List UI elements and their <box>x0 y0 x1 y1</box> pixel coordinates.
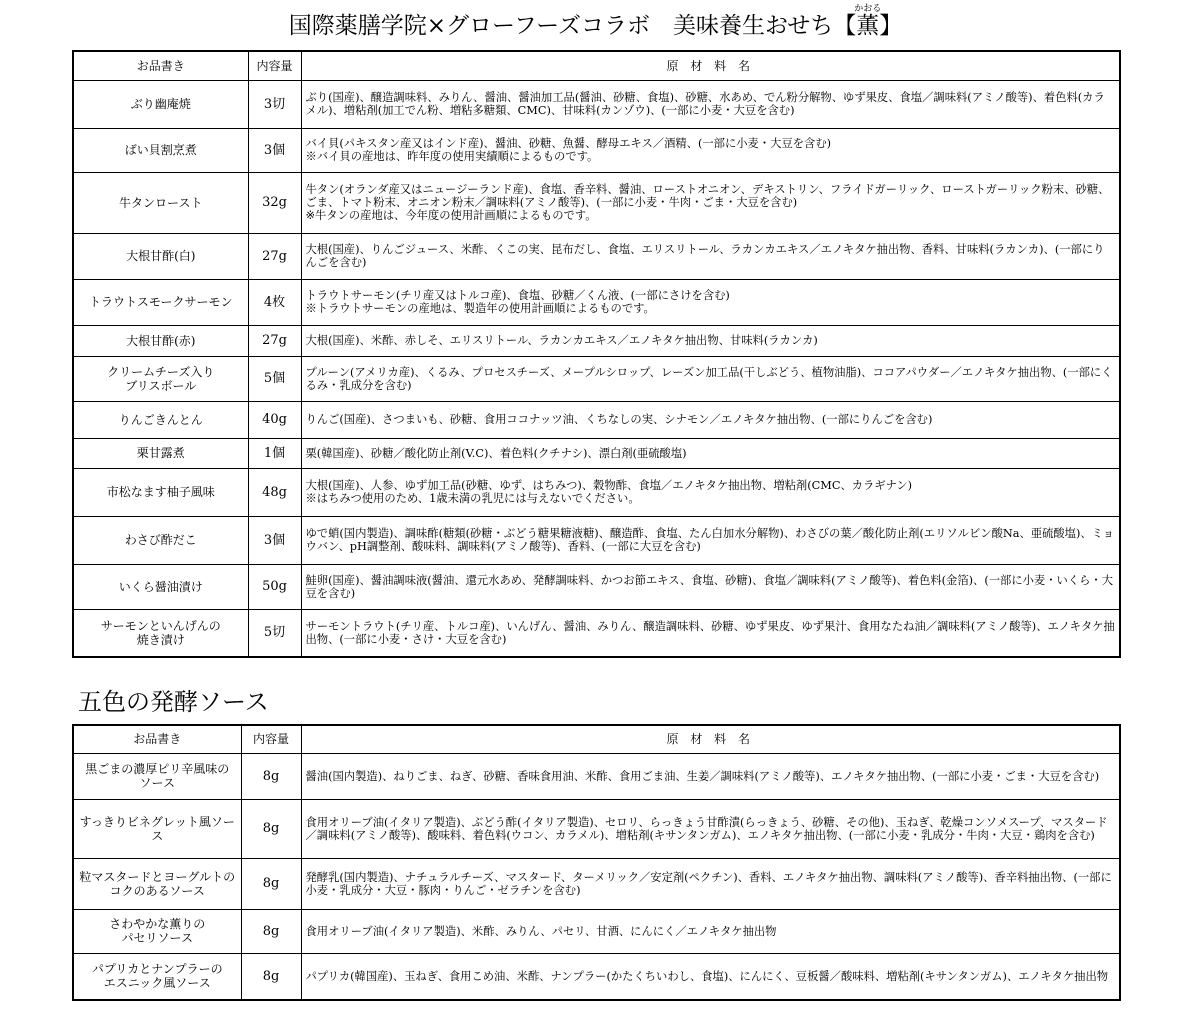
table-row <box>73 325 1120 356</box>
item-name-cell: 牛タンロースト <box>73 172 248 233</box>
title-text: 国際薬膳学院×グローフーズコラボ 美味養生おせち <box>288 13 834 39</box>
ingredients-cell: 牛タン(オランダ産又はニュージーランド産)、食塩、香辛料、醤油、ローストオニオン、デキストリン、フライドガーリック、ローストガーリック粉末、砂糖、ごま、トマト粉末、オニオン粉末／調味料(アミノ酸等)、(一部に小麦・牛肉・ごま・大豆を含む) ※牛タンの産地は、今年度の使用計画順によるものです。 <box>301 172 1120 233</box>
table-row <box>73 799 1120 858</box>
header-ingredients: 原 材 料 名 <box>301 51 1120 80</box>
quantity-cell: 8g <box>241 858 301 909</box>
item-name-cell: トラウトスモークサーモン <box>73 279 248 325</box>
page-title <box>0 4 1191 44</box>
item-name-cell: 黒ごまの濃厚ピリ辛風味の ソース <box>73 753 241 799</box>
table-row <box>73 753 1120 799</box>
table-header-row <box>73 725 1120 753</box>
item-name-cell: 大根甘酢(赤) <box>73 325 248 356</box>
quantity-cell: 50g <box>248 564 301 609</box>
item-name-cell: クリームチーズ入り ブリスボール <box>73 356 248 401</box>
quantity-cell: 8g <box>241 909 301 953</box>
ingredients-cell: トラウトサーモン(チリ産又はトルコ産)、食塩、砂糖／くん液、(一部にさけを含む) ※トラウトサーモンの産地は、製造年の使用計画順によるものです。 <box>301 279 1120 325</box>
quantity-cell: 4枚 <box>248 279 301 325</box>
header-quantity: 内容量 <box>241 725 301 753</box>
ingredients-cell: 鮭卵(国産)、醤油調味液(醤油、還元水あめ、発酵調味料、かつお節エキス、食塩、砂糖)、食塩／調味料(アミノ酸等)、着色料(金箔)、(一部に小麦・いくら・大豆を含む) <box>301 564 1120 609</box>
ingredients-cell: プルーン(アメリカ産)、くるみ、プロセスチーズ、メープルシロップ、レーズン加工品(干しぶどう、植物油脂)、ココアパウダー／エノキタケ抽出物、(一部にくるみ・乳成分を含む) <box>301 356 1120 401</box>
table-row <box>73 356 1120 401</box>
quantity-cell: 48g <box>248 468 301 516</box>
quantity-cell: 8g <box>241 753 301 799</box>
item-name-cell: 粒マスタードとヨーグルトの コクのあるソース <box>73 858 241 909</box>
ingredients-cell: 醤油(国内製造)、ねりごま、ねぎ、砂糖、香味食用油、米酢、食用ごま油、生姜／調味料(アミノ酸等)、エノキタケ抽出物、(一部に小麦・ごま・大豆を含む) <box>301 753 1120 799</box>
quantity-cell: 3個 <box>248 516 301 564</box>
sauce-ingredients-table <box>72 724 1121 1001</box>
sauce-section-title: 五色の発酵ソース <box>78 688 269 716</box>
table-row <box>73 438 1120 468</box>
header-quantity: 内容量 <box>248 51 301 80</box>
quantity-cell: 3個 <box>248 128 301 172</box>
item-name-cell: サーモンといんげんの 焼き漬け <box>73 609 248 657</box>
item-name-cell: 栗甘露煮 <box>73 438 248 468</box>
item-name-cell: 市松なます柚子風味 <box>73 468 248 516</box>
title-bracket-close: 】 <box>879 13 903 39</box>
title-ruby-reading: かおる <box>854 4 882 14</box>
quantity-cell: 27g <box>248 325 301 356</box>
item-name-cell: ぶり幽庵焼 <box>73 80 248 128</box>
table-row <box>73 80 1120 128</box>
item-name-cell: 大根甘酢(白) <box>73 233 248 279</box>
item-name-cell: すっきりビネグレット風ソース <box>73 799 241 858</box>
quantity-cell: 3切 <box>248 80 301 128</box>
quantity-cell: 1個 <box>248 438 301 468</box>
header-ingredients: 原 材 料 名 <box>301 725 1120 753</box>
header-item-name: お品書き <box>73 51 248 80</box>
table-row <box>73 516 1120 564</box>
table-row <box>73 909 1120 953</box>
table-header-row <box>73 51 1120 80</box>
table-row <box>73 953 1120 1000</box>
ingredients-cell: 大根(国産)、米酢、赤しそ、エリスリトール、ラカンカエキス／エノキタケ抽出物、甘味料(ラカンカ) <box>301 325 1120 356</box>
ingredients-cell: バイ貝(パキスタン産又はインド産)、醤油、砂糖、魚醤、酵母エキス／酒精、(一部に小麦・大豆を含む) ※バイ貝の産地は、昨年度の使用実績順によるものです。 <box>301 128 1120 172</box>
item-name-cell: ばい貝割烹煮 <box>73 128 248 172</box>
ingredients-cell: ゆで蛸(国内製造)、調味酢(糖類(砂糖・ぶどう糖果糖液糖)、醸造酢、食塩、たん白加水分解物)、わさびの葉／酸化防止剤(エリソルビン酸Na、亜硫酸塩)、ミョウバン、pH調整剤、酸味料、調味料(アミノ酸等)、香料、(一部に大豆を含む) <box>301 516 1120 564</box>
ingredients-cell: 食用オリーブ油(イタリア製造)、米酢、みりん、パセリ、甘酒、にんにく／エノキタケ抽出物 <box>301 909 1120 953</box>
ingredients-cell: パプリカ(韓国産)、玉ねぎ、食用こめ油、米酢、ナンプラー(かたくちいわし、食塩)、にんにく、豆板醤／酸味料、増粘剤(キサンタンガム)、エノキタケ抽出物 <box>301 953 1120 1000</box>
ingredients-cell: 大根(国産)、人参、ゆず加工品(砂糖、ゆず、はちみつ)、穀物酢、食塩／エノキタケ抽出物、増粘剤(CMC、カラギナン) ※はちみつ使用のため、1歳未満の乳児には与えないでください。 <box>301 468 1120 516</box>
quantity-cell: 40g <box>248 401 301 438</box>
item-name-cell: いくら醤油漬け <box>73 564 248 609</box>
quantity-cell: 5切 <box>248 609 301 657</box>
osechi-ingredients-table <box>72 50 1121 658</box>
title-ruby <box>854 4 882 39</box>
item-name-cell: りんごきんとん <box>73 401 248 438</box>
table-row <box>73 279 1120 325</box>
table-row <box>73 468 1120 516</box>
title-ruby-base: 薫 <box>854 13 882 39</box>
table-row <box>73 401 1120 438</box>
ingredients-cell: 発酵乳(国内製造)、ナチュラルチーズ、マスタード、ターメリック／安定剤(ペクチン)、香料、エノキタケ抽出物、調味料(アミノ酸等)、香辛料抽出物、(一部に小麦・乳成分・大豆・豚肉・りんご・ゼラチンを含む) <box>301 858 1120 909</box>
quantity-cell: 8g <box>241 953 301 1000</box>
item-name-cell: パプリカとナンプラーの エスニック風ソース <box>73 953 241 1000</box>
table-row <box>73 564 1120 609</box>
quantity-cell: 32g <box>248 172 301 233</box>
table-row <box>73 128 1120 172</box>
table-row <box>73 233 1120 279</box>
quantity-cell: 5個 <box>248 356 301 401</box>
table-row <box>73 858 1120 909</box>
header-item-name: お品書き <box>73 725 241 753</box>
ingredients-cell: 栗(韓国産)、砂糖／酸化防止剤(V.C)、着色料(クチナシ)、漂白剤(亜硫酸塩) <box>301 438 1120 468</box>
quantity-cell: 8g <box>241 799 301 858</box>
ingredients-cell: サーモントラウト(チリ産、トルコ産)、いんげん、醤油、みりん、醸造調味料、砂糖、ゆず果皮、ゆず果汁、食用なたね油／調味料(アミノ酸等)、エノキタケ抽出物、(一部に小麦・さけ・大豆を含む) <box>301 609 1120 657</box>
ingredients-cell: りんご(国産)、さつまいも、砂糖、食用ココナッツ油、くちなしの実、シナモン／エノキタケ抽出物、(一部にりんごを含む) <box>301 401 1120 438</box>
ingredients-cell: 食用オリーブ油(イタリア製造)、ぶどう酢(イタリア製造)、セロリ、らっきょう甘酢漬(らっきょう、砂糖、その他)、玉ねぎ、乾燥コンソメスープ、マスタード／調味料(アミノ酸等)、酸味料、着色料(ウコン、カラメル)、増粘剤(キサンタンガム)、エノキタケ抽出物、(一部に小麦・乳成分・牛肉・大豆・鶏肉を含む) <box>301 799 1120 858</box>
table-row <box>73 172 1120 233</box>
title-bracket-open: 【 <box>833 13 857 39</box>
ingredients-cell: ぶり(国産)、醸造調味料、みりん、醤油、醤油加工品(醤油、砂糖、食塩)、砂糖、水あめ、でん粉分解物、ゆず果皮、食塩／調味料(アミノ酸等)、着色料(カラメル)、増粘剤(加工でん粉、増粘多糖類、CMC)、甘味料(カンゾウ)、(一部に小麦・大豆を含む) <box>301 80 1120 128</box>
table-row <box>73 609 1120 657</box>
item-name-cell: さわやかな薫りの パセリソース <box>73 909 241 953</box>
quantity-cell: 27g <box>248 233 301 279</box>
ingredients-cell: 大根(国産)、りんごジュース、米酢、くこの実、昆布だし、食塩、エリスリトール、ラカンカエキス／エノキタケ抽出物、香料、甘味料(ラカンカ)、(一部にりんごを含む) <box>301 233 1120 279</box>
item-name-cell: わさび酢だこ <box>73 516 248 564</box>
